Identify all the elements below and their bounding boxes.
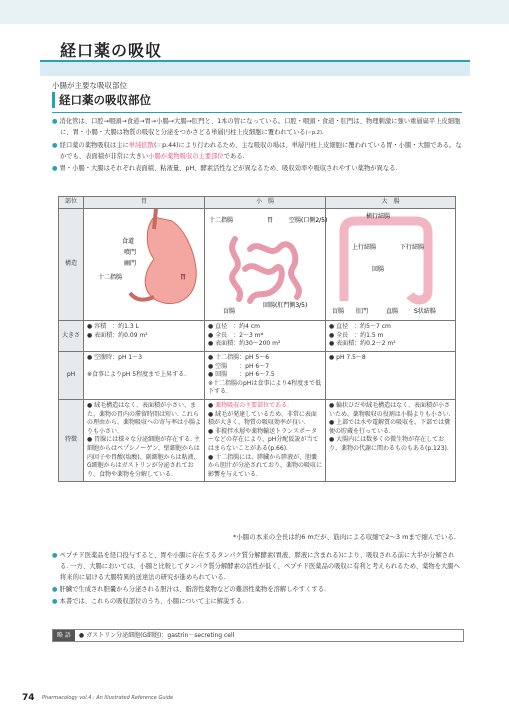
label-duodenum: 十二指腸 bbox=[98, 273, 123, 281]
large-intestine-diagram-cell bbox=[326, 208, 456, 321]
label-descending-colon: 下行結腸 bbox=[400, 243, 425, 251]
table-header-row bbox=[59, 197, 456, 209]
bottom-bullet: ● ペプチド医薬品を経口投与すると、胃や小腸に存在するタンパク質分解酵素(胃液、膵液に含まれる)により、吸収される前に大半が分解される. 一方、大腸においては、小腸と比較してタンパク質分解酵素の活性が低く、ペプチド医薬品の吸収に有利と考えられるため、薬物を大腸へ将来的に届ける大腸特異的送達法の研究が進められている. bbox=[52, 552, 460, 581]
small-intestine-diagram bbox=[205, 209, 328, 317]
small-size: ● 直径 ：約4 cm ● 全長 ：2～3 m* ● 表面積：約30～200 m² bbox=[205, 321, 326, 352]
table-footnote: *小腸の本来の全長は約6 mだが、筋肉による収縮で2～3 mまで縮んでいる. bbox=[232, 533, 456, 541]
label-cecum: 盲腸 bbox=[332, 307, 345, 315]
intro-bullets bbox=[52, 116, 462, 175]
intestine-coils bbox=[232, 239, 299, 301]
section-title: 経口薬の吸収部位 bbox=[52, 92, 462, 108]
colon-shape bbox=[344, 221, 428, 301]
section-divider bbox=[52, 112, 462, 113]
label-cardia: 噴門 bbox=[124, 248, 137, 256]
stomach-shape bbox=[145, 217, 196, 304]
small-features: ● 薬物吸収の主要部位である. ● 絨毛が発達しているため、非常に表面積が大きく、物質の吸収効率が良い. ● 非撹拌水層や薬物輸送トランスポーターなどの存在により、pH分配仮説が当てはまらないことがある(p.66). ● 十二指腸には、膵臓から膵液が、胆嚢から胆汁が分泌されており、薬物の吸収に影響を与えている. bbox=[205, 399, 326, 481]
page-title: 経口薬の吸収 bbox=[60, 41, 163, 60]
row-label-structure: 構造 bbox=[59, 208, 84, 321]
table-row-size bbox=[59, 321, 456, 352]
header-site: 部位 bbox=[59, 197, 84, 209]
stomach-size: ● 容積 ：約1.3 L ● 表面積：約0.09 m² bbox=[84, 321, 205, 352]
label-jejunum: 空腸(口側2/5) bbox=[289, 216, 328, 224]
label-rectum: 直腸 bbox=[386, 307, 399, 315]
section-heading bbox=[52, 80, 462, 108]
label-ileum: 回腸 bbox=[372, 265, 385, 273]
label-ascending-colon: 上行結腸 bbox=[352, 243, 377, 251]
abbreviation-box bbox=[52, 629, 464, 642]
label-stomach: 胃 bbox=[180, 273, 187, 281]
page-number: 74 bbox=[22, 693, 35, 703]
label-stomach: 胃 bbox=[267, 216, 274, 224]
stomach-diagram-cell bbox=[84, 208, 205, 321]
stomach-diagram bbox=[84, 209, 202, 317]
header-stomach: 胃 bbox=[84, 197, 205, 209]
title-sub-band bbox=[40, 62, 470, 76]
header-large-intestine: 大 腸 bbox=[326, 197, 456, 209]
absorption-site-table bbox=[58, 196, 456, 482]
row-label-features: 特徴 bbox=[59, 399, 84, 481]
bottom-bullet: ● 肝臓で生成され胆嚢から分泌される胆汁は、脂溶性薬物などの難溶性薬物を溶解しやすくする. bbox=[52, 586, 326, 593]
bottom-bullets bbox=[52, 550, 462, 608]
header-small-intestine: 小 腸 bbox=[205, 197, 326, 209]
section-subtitle: 小腸が主要な吸収部位 bbox=[52, 81, 127, 90]
label-anus: 肛門 bbox=[356, 307, 369, 315]
stomach-ph: ● 空腹時：pH 1～3 ※食事によりpH 5程度まで上昇する. bbox=[84, 351, 205, 399]
label-duodenum: 十二指腸 bbox=[209, 216, 234, 224]
small-ph: ● 十二指腸：pH 5～6 ● 空腸 ：pH 6～7 ● 回腸 ：pH 6～7.5 ※十二指腸のpHは食事により4程度まで低下する. bbox=[205, 351, 326, 399]
label-esophagus: 食道 bbox=[122, 237, 135, 245]
row-label-size: 大きさ bbox=[59, 321, 84, 352]
intro-bullet: ● 消化管は、口腔→咽頭→食道→胃→小腸→大腸→肛門と、1本の管になっている。口腔・咽頭・食道・肛門は、物理刺激に強い重層扁平上皮細胞に、胃・小腸・大腸は物質の吸収と分泌をつかさどる単層円柱上皮細胞に覆われている(☞p.2). bbox=[52, 118, 461, 136]
abbreviation-label: 略 語 bbox=[53, 630, 75, 641]
abbreviation-text: ● ガストリン分泌細胞(G細胞)：gastrin－secreting cell bbox=[78, 632, 235, 639]
table-row-features bbox=[59, 399, 456, 481]
small-intestine-diagram-cell bbox=[205, 208, 326, 321]
large-intestine-diagram bbox=[326, 209, 444, 317]
table-row-ph bbox=[59, 351, 456, 399]
intro-bullet: ● 胃・小腸・大腸はそれぞれ表面積、粘液量、pH、酵素活性などが異なるため、吸収効率や吸収されやすい薬物が異なる. bbox=[52, 165, 398, 172]
label-cecum: 盲腸 bbox=[223, 307, 236, 315]
page-title-bar bbox=[40, 36, 470, 62]
label-transverse-colon: 横行結腸 bbox=[366, 212, 391, 220]
table-row-structure bbox=[59, 208, 456, 321]
label-ileum: 回腸(肛門側3/5) bbox=[263, 301, 308, 309]
stomach-features: ● 絨毛構造はなく、表面積が小さい、また、薬物の胃内の滞留時間は短い. これらの理由から、薬物吸収への寄与率は小腸よりも小さい. ● 胃腺には様々な分泌細胞が存在する. 主細胞からはペプシノーゲン、壁細胞からは内因子や胃酸(塩酸)、副細胞からは粘液、G細胞からはガストリンが分泌されており、食物や薬物を分解している. bbox=[84, 399, 205, 481]
row-label-ph: pH bbox=[59, 351, 84, 399]
label-pylorus: 幽門 bbox=[124, 259, 137, 267]
large-features: ● 輪状ひだや絨毛構造はなく、表面積が小さいため、薬物吸収の役割は小腸よりも小さい. ● 上部では水や電解質の吸収を、下部では糞便の貯蔵を行っている. ● 大腸内には数多くの微生物が存在しており、薬物の代謝に関わるものもある(p.123). bbox=[326, 399, 456, 481]
label-sigmoid-colon: S状結腸 bbox=[414, 307, 436, 315]
large-size: ● 直径 ：約5～7 cm ● 全長 ：約1.5 m ● 表面積：約0.2～2 m² bbox=[326, 321, 456, 352]
top-band bbox=[0, 0, 509, 24]
large-ph: ● pH 7.5～8 bbox=[326, 351, 456, 399]
footer-book-title: Pharmacology vol.4 : An Illustrated Reference Guide bbox=[42, 695, 174, 701]
bottom-bullet: ● 本書では、これらの吸収部位のうち、小腸について主に解説する. bbox=[52, 598, 245, 605]
esophagus-shape bbox=[154, 209, 156, 229]
intro-bullet: ● 経口薬の薬物吸収は主に単純拡散(☞p.44)により行われるため、主な吸収の場は、単層円柱上皮細胞に覆われている胃・小腸・大腸である。なかでも、表面積が非常に大きい小腸が薬物吸収の主要部位である. bbox=[52, 142, 462, 160]
